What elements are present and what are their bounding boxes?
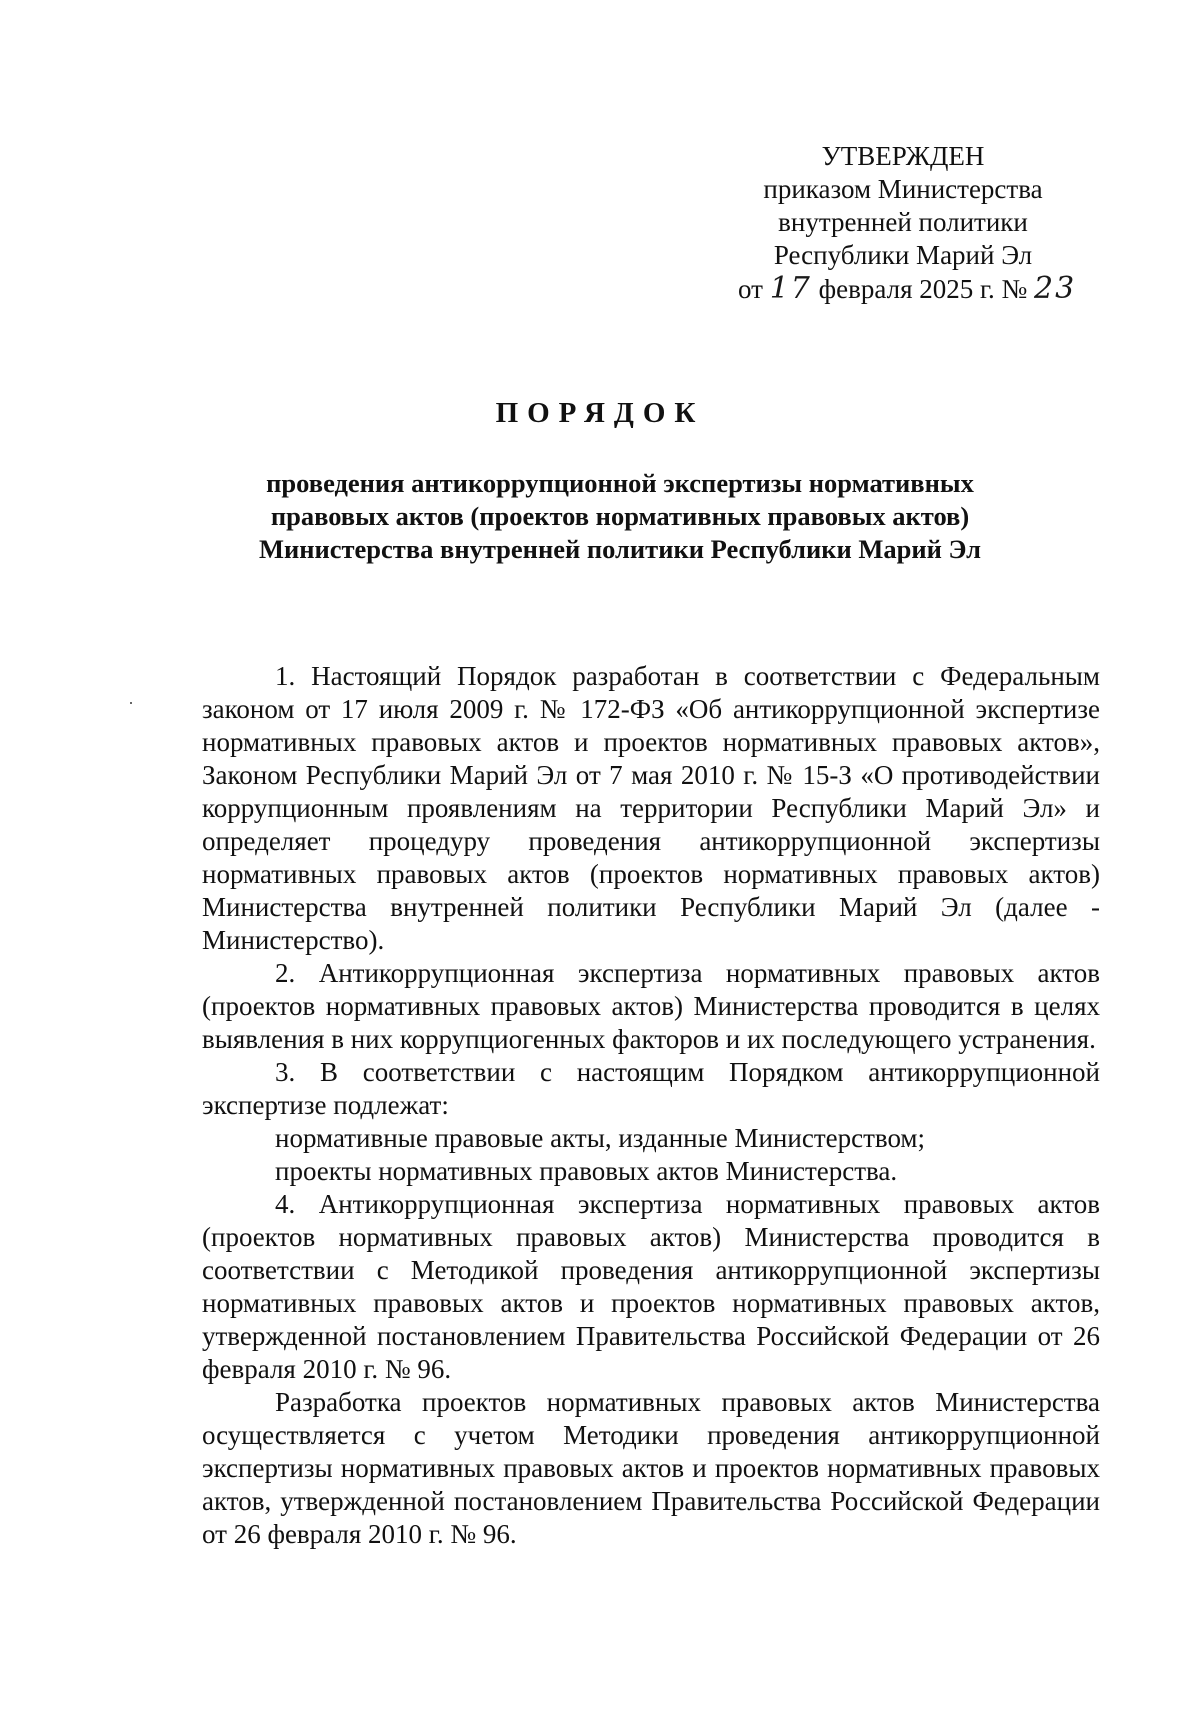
paragraph-1: 1. Настоящий Порядок разработан в соответствии с Федеральным законом от 17 июля 2009 г. № 172-ФЗ «Об антикоррупционной экспертизе нормативных правовых актов и проектов нормативных правовых актов», Законом Республики Марий Эл от 7 мая 2010 г. № 15-З «О противодействии коррупционным проявлениям на территории Республики Марий Эл» и определяет процедуру проведения антикоррупционной экспертизы нормативных правовых актов (проектов нормативных правовых актов) Министерства внутренней политики Республики Марий Эл (далее - Министерство). <box>202 661 1100 955</box>
document-body <box>202 660 1100 1551</box>
approval-date-month-year: февраля 2025 г. № <box>818 274 1028 304</box>
paragraph-2: 2. Антикоррупционная экспертиза нормативных правовых актов (проектов нормативных правовых актов) Министерства проводится в целях выявления в них коррупциогенных факторов и их последующего устранения. <box>202 958 1100 1054</box>
paragraph-3-item-2: проекты нормативных правовых актов Министерства. <box>275 1156 898 1186</box>
paragraph-3: 3. В соответствии с настоящим Порядком антикоррупционной экспертизе подлежат: <box>202 1057 1100 1120</box>
approval-stamp-block <box>738 140 1077 306</box>
approval-date-line <box>738 271 1077 306</box>
approval-date-prefix: от <box>738 274 763 304</box>
approval-republic-line: Республики Марий Эл <box>773 240 1033 270</box>
approval-ministry-line: внутренней политики <box>778 207 1028 237</box>
subtitle-line-3: Министерства внутренней политики Республики Марий Эл <box>258 534 982 564</box>
approval-handwritten-day: 17 <box>769 271 812 306</box>
approval-handwritten-number: 23 <box>1034 271 1077 306</box>
document-subtitle <box>200 467 1040 566</box>
scan-speck <box>130 702 132 704</box>
subtitle-line-1: проведения антикоррупционной экспертизы нормативных <box>266 468 974 498</box>
approval-heading: УТВЕРЖДЕН <box>821 141 985 171</box>
subtitle-line-2: правовых актов (проектов нормативных правовых актов) <box>270 501 970 531</box>
paragraph-5: Разработка проектов нормативных правовых актов Министерства осуществляется с учетом Методики проведения антикоррупционной экспертизы нормативных правовых актов и проектов нормативных правовых актов, утвержденной постановлением Правительства Российской Федерации от 26 февраля 2010 г. № 96. <box>202 1387 1100 1549</box>
paragraph-4: 4. Антикоррупционная экспертиза нормативных правовых актов (проектов нормативных правовых актов) Министерства проводится в соответствии с Методикой проведения антикоррупционной экспертизы нормативных правовых актов и проектов нормативных правовых актов, утвержденной постановлением Правительства Российской Федерации от 26 февраля 2010 г. № 96. <box>202 1189 1100 1384</box>
document-title: ПОРЯДОК <box>495 397 705 429</box>
approval-order-line: приказом Министерства <box>763 174 1043 204</box>
paragraph-3-item-1: нормативные правовые акты, изданные Министерством; <box>275 1123 926 1153</box>
